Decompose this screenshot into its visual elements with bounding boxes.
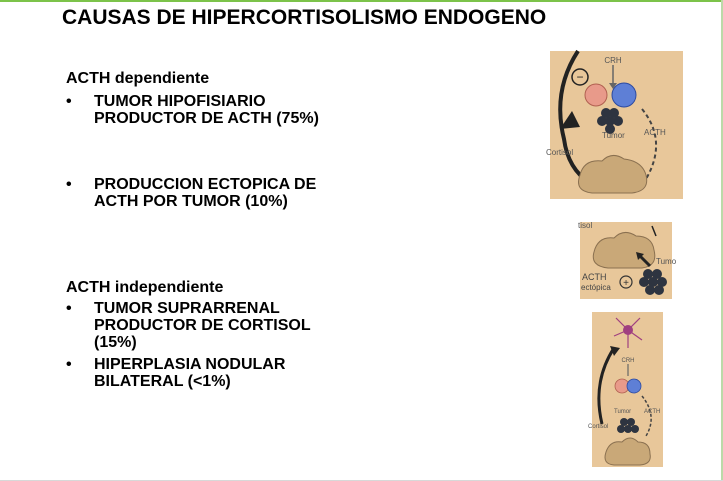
bullet-icon: • <box>66 93 72 110</box>
tumor-label: Tumor <box>602 131 625 140</box>
ectopica-label: ectópica <box>581 283 611 292</box>
pituitary-tumor-diagram <box>546 51 683 199</box>
minus-sign-label: − <box>576 70 584 84</box>
list-item <box>66 356 366 390</box>
list-item-text: TUMOR SUPRARRENAL PRODUCTOR DE CORTISOL (15%) <box>94 300 311 351</box>
list-item <box>66 176 366 210</box>
acth-label: ACTH <box>644 128 666 137</box>
bullet-icon: • <box>66 300 72 317</box>
list-item <box>66 93 366 127</box>
cortisol-label: Cortisol <box>546 148 574 157</box>
cortisol-label: Cortisol <box>588 424 609 430</box>
acth-label: ACTH <box>644 409 661 415</box>
crh-label: CRH <box>604 56 622 65</box>
tumor-label: Tumo <box>656 257 677 266</box>
list-item-text: TUMOR HIPOFISIARIO PRODUCTOR DE ACTH (75%) <box>94 93 319 127</box>
slide-title: CAUSAS DE HIPERCORTISOLISMO ENDOGENO <box>62 6 547 29</box>
bullet-icon: • <box>66 356 72 373</box>
list-item-text: HIPERPLASIA NODULAR BILATERAL (<1%) <box>94 356 286 390</box>
adrenal-tumor-diagram <box>588 312 663 467</box>
plus-sign-label: + <box>623 278 629 289</box>
acth-label: ACTH <box>582 272 607 282</box>
top-accent-line <box>0 0 723 2</box>
list-item <box>66 300 366 351</box>
section-heading-acth-dependiente: ACTH dependiente <box>66 70 210 87</box>
list-item-text: PRODUCCION ECTOPICA DE ACTH POR TUMOR (10%) <box>94 176 317 210</box>
ectopic-acth-diagram <box>578 221 677 299</box>
section-heading-acth-independiente: ACTH independiente <box>66 279 224 296</box>
cortisol-partial-label: tisol <box>578 221 593 230</box>
crh-label: CRH <box>621 358 635 364</box>
bullet-icon: • <box>66 176 72 193</box>
tumor-label: Tumor <box>614 409 632 415</box>
